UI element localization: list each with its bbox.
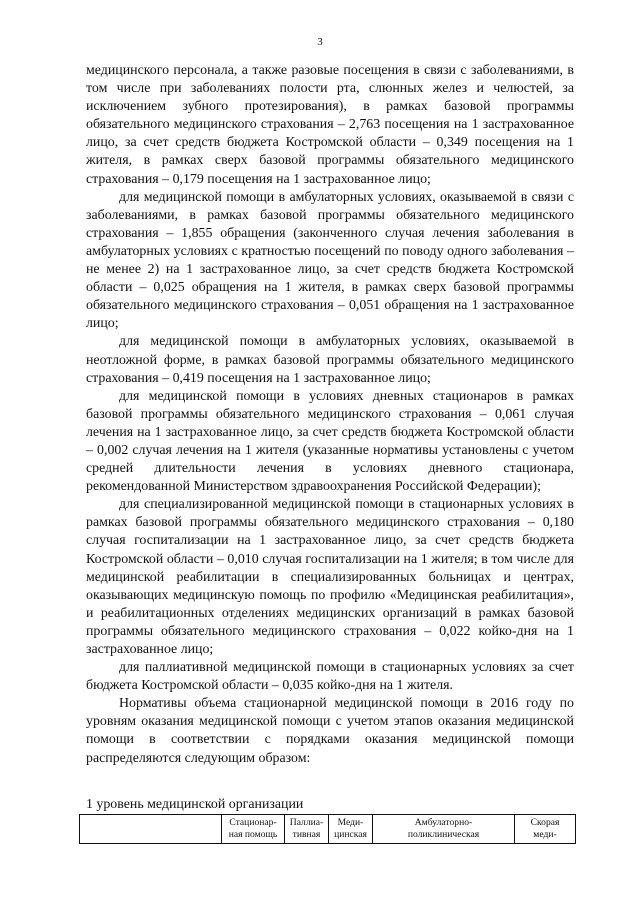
paragraph-day-hospital: для медицинской помощи в условиях дневных стационаров в рамках базовой программы обязательного медицинского страхования – 0,061 случая лечения на 1 застрахованное лицо, за счет средств бюджета Костромской области – 0,002 случая лечения на 1 жителя (указанные нормативы установлены с учетом средней длительности лечения в условиях дневного стационара, рекомендованной Министерством здравоохранения Российской Федерации); — [86, 388, 574, 495]
paragraph-outpatient-treatment: для медицинской помощи в амбулаторных условиях, оказываемой в связи с заболеваниями, в рамках базовой программы обязательного медицинского страхования – 1,855 обращения (законченного случая лечения заболевания в амбулаторных условиях с кратностью посещений по поводу одного заболевания – не менее 2) на 1 застрахованное лицо, за счет средств бюджета Костромской области – 0,025 обращения на 1 жителя, в рамках сверх базовой программы обязательного медицинского страхования – 0,051 обращения на 1 застрахованное лицо; — [86, 189, 574, 332]
paragraph-inpatient-norms: Нормативы объема стационарной медицинской помощи в 2016 году по уровням оказания медицинской помощи с учетом этапов оказания медицинской помощи в соответствии с порядками оказания медицинской помощи распределяются следующим образом: — [86, 696, 574, 766]
norms-table — [79, 814, 576, 844]
table-header-cell-palliative: Паллиа- тивная — [285, 815, 329, 844]
table-header-cell-inpatient: Стационар- ная помощь — [222, 815, 285, 844]
paragraph-urgent-care: для медицинской помощи в амбулаторных условиях, оказываемой в неотложной форме, в рамках базовой программы обязательного медицинского страхования – 0,419 посещения на 1 застрахованное лицо; — [86, 334, 574, 386]
page-number: 3 — [317, 36, 323, 48]
level-heading: 1 уровень медицинской организации — [86, 797, 304, 812]
table-header-cell-medical: Меди- цинская — [329, 815, 373, 844]
table-header-cell-ambulance: Скорая меди- — [515, 815, 576, 844]
paragraph-specialized-inpatient: для специализированной медицинской помощи в стационарных условиях в рамках базовой программы обязательного медицинского страхования – 0,180 случая госпитализации на 1 застрахованное лицо, за счет средств бюджета Костромской области – 0,010 случая госпитализации на 1 жителя; в том числе для медицинской реабилитации в специализированных больницах и центрах, оказывающих медицинскую помощь по профилю «Медицинская реабилитация», и реабилитационных отделениях медицинских организаций в рамках базовой программы обязательного медицинского страхования – 0,022 койко-дня на 1 застрахованное лицо; — [86, 497, 574, 657]
paragraph-outpatient-visits: медицинского персонала, а также разовые посещения в связи с заболеваниями, в том числе при заболеваниях полости рта, слюнных желез и челюстей, за исключением зубного протезирования), в рамках базовой программы обязательного медицинского страхования – 2,763 посещения на 1 застрахованное лицо, за счет средств бюджета Костромской области – 0,349 посещения на 1 жителя, в рамках сверх базовой программы обязательного медицинского страхования – 0,179 посещения на 1 застрахованное лицо; — [86, 63, 574, 187]
table-header-cell-outpatient: Амбулаторно- поликлиническая — [373, 815, 515, 844]
table-header-row — [80, 815, 576, 844]
table-header-cell-empty — [80, 815, 222, 844]
document-body — [86, 62, 574, 768]
paragraph-palliative: для паллиативной медицинской помощи в стационарных условиях за счет бюджета Костромской области – 0,035 койко-дня на 1 жителя. — [86, 660, 574, 694]
